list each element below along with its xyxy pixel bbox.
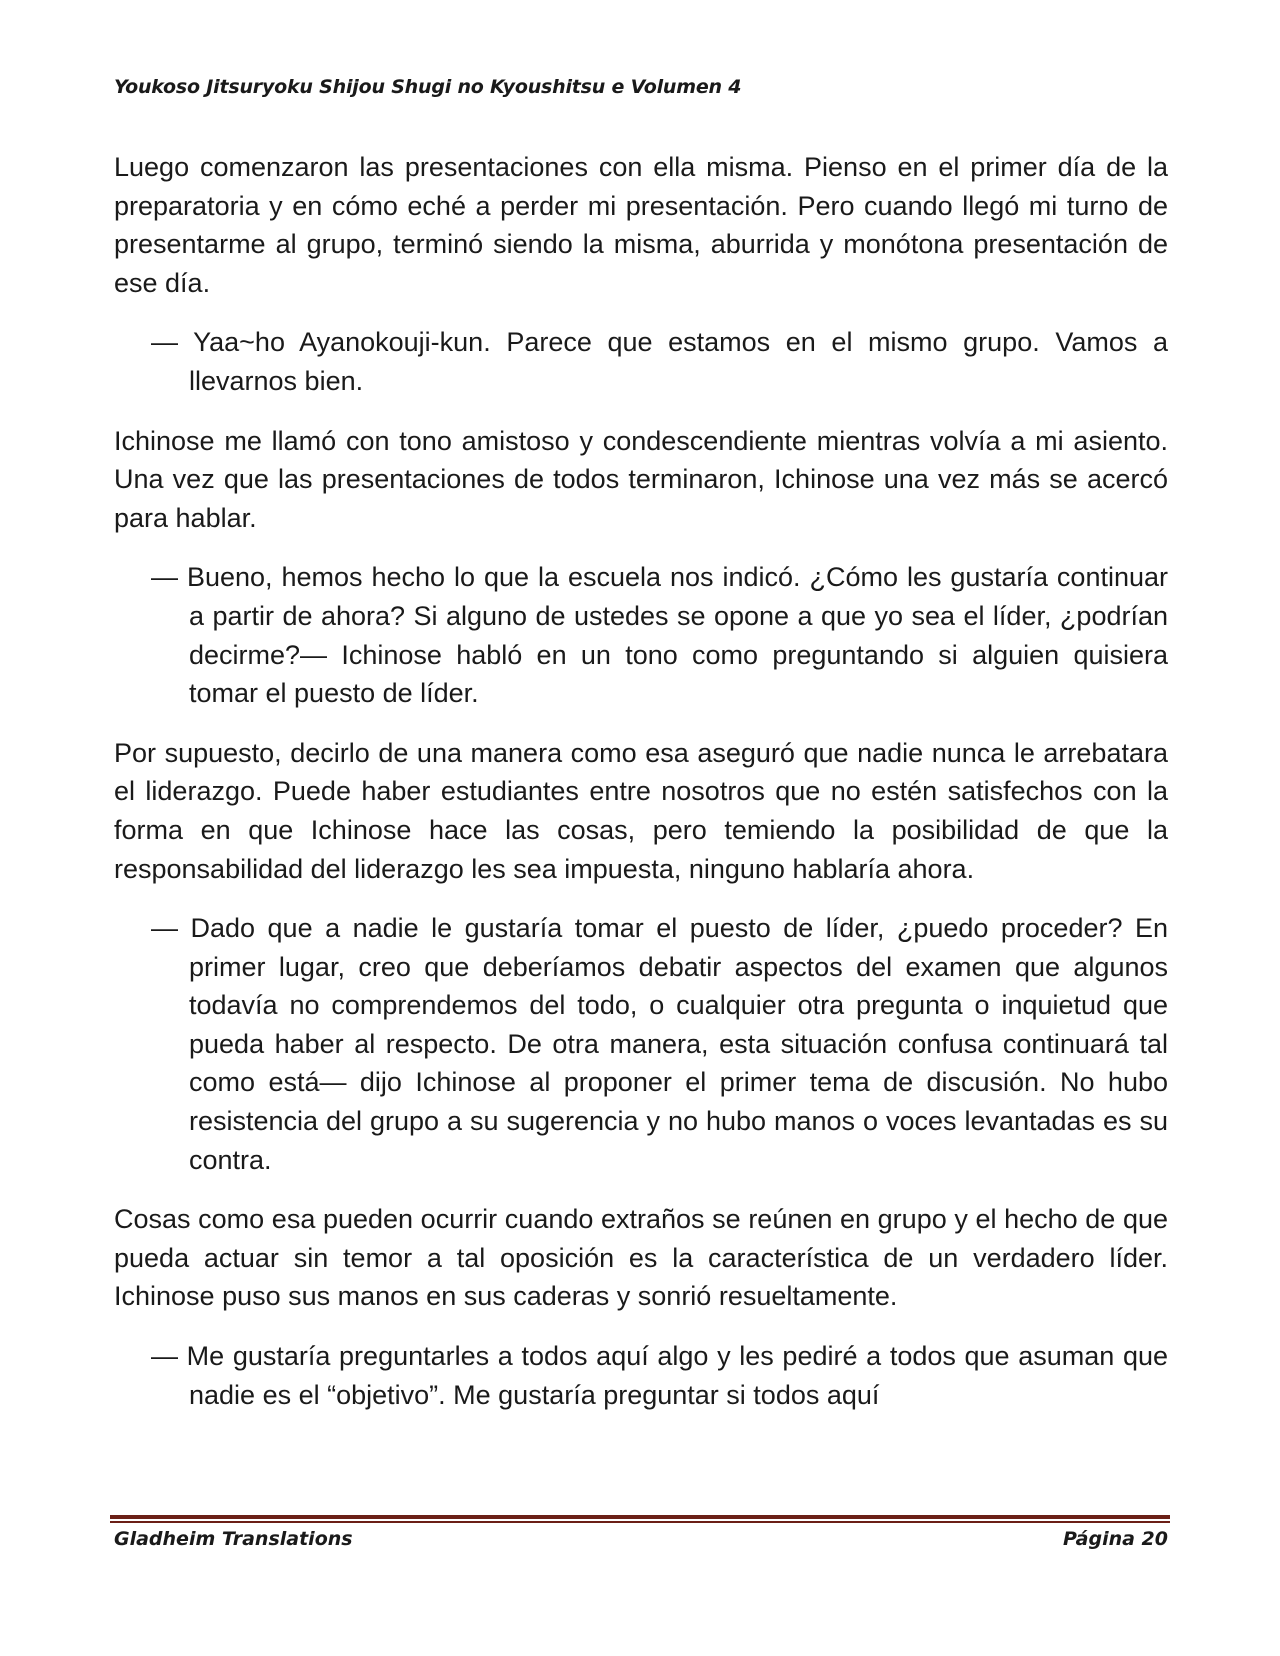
narrative-paragraph: Cosas como esa pueden ocurrir cuando extraños se reúnen en grupo y el hecho de que pueda actuar sin temor a tal oposición es la característica de un verdadero líder. Ichinose puso sus manos en sus caderas y sonrió resueltamente.	[114, 1204, 1168, 1312]
body-text	[114, 148, 1168, 1435]
footer-page-number: Página 20	[1062, 1528, 1168, 1550]
footer-divider	[110, 1515, 1170, 1523]
running-header-title: Youkoso Jitsuryoku Shijou Shugi no Kyoushitsu e Volumen 4	[114, 76, 742, 98]
dialogue-paragraph: — Me gustaría preguntarles a todos aquí algo y les pediré a todos que asuman que nadie es el “objetivo”. Me gustaría preguntar si todos aquí	[151, 1341, 1168, 1410]
footer-rule-thin	[110, 1521, 1170, 1523]
narrative-paragraph: Por supuesto, decirlo de una manera como esa aseguró que nadie nunca le arrebatara el liderazgo. Puede haber estudiantes entre nosotros que no estén satisfechos con la forma en que Ichinose hace las cosas, pero temiendo la posibilidad de que la responsabilidad del liderazgo les sea impuesta, ninguno hablaría ahora.	[114, 737, 1168, 884]
dialogue-paragraph: — Bueno, hemos hecho lo que la escuela nos indicó. ¿Cómo les gustaría continuar a partir de ahora? Si alguno de ustedes se opone a que yo sea el líder, ¿podrían decirme?— Ichinose habló en un tono como preguntando si alguien quisiera tomar el puesto de líder.	[151, 562, 1168, 709]
dialogue-paragraph: — Dado que a nadie le gustaría tomar el puesto de líder, ¿puedo proceder? En primer lugar, creo que deberíamos debatir aspectos del examen que algunos todavía no comprendemos del todo, o cualquier otra pregunta o inquietud que pueda haber al respecto. De otra manera, esta situación confusa continuará tal como está— dijo Ichinose al proponer el primer tema de discusión. No hubo resistencia del grupo a su sugerencia y no hubo manos o voces levantadas es su contra.	[151, 913, 1168, 1175]
narrative-paragraph: Ichinose me llamó con tono amistoso y condescendiente mientras volvía a mi asiento. Una vez que las presentaciones de todos terminaron, Ichinose una vez más se acercó para hablar.	[114, 425, 1168, 533]
dialogue-paragraph: — Yaa~ho Ayanokouji-kun. Parece que estamos en el mismo grupo. Vamos a llevarnos bien.	[151, 327, 1168, 396]
narrative-paragraph: Luego comenzaron las presentaciones con ella misma. Pienso en el primer día de la preparatoria y en cómo eché a perder mi presentación. Pero cuando llegó mi turno de presentarme al grupo, terminó siendo la misma, aburrida y monótona presentación de ese día.	[114, 152, 1168, 298]
footer-translator-credit: Gladheim Translations	[114, 1528, 353, 1550]
